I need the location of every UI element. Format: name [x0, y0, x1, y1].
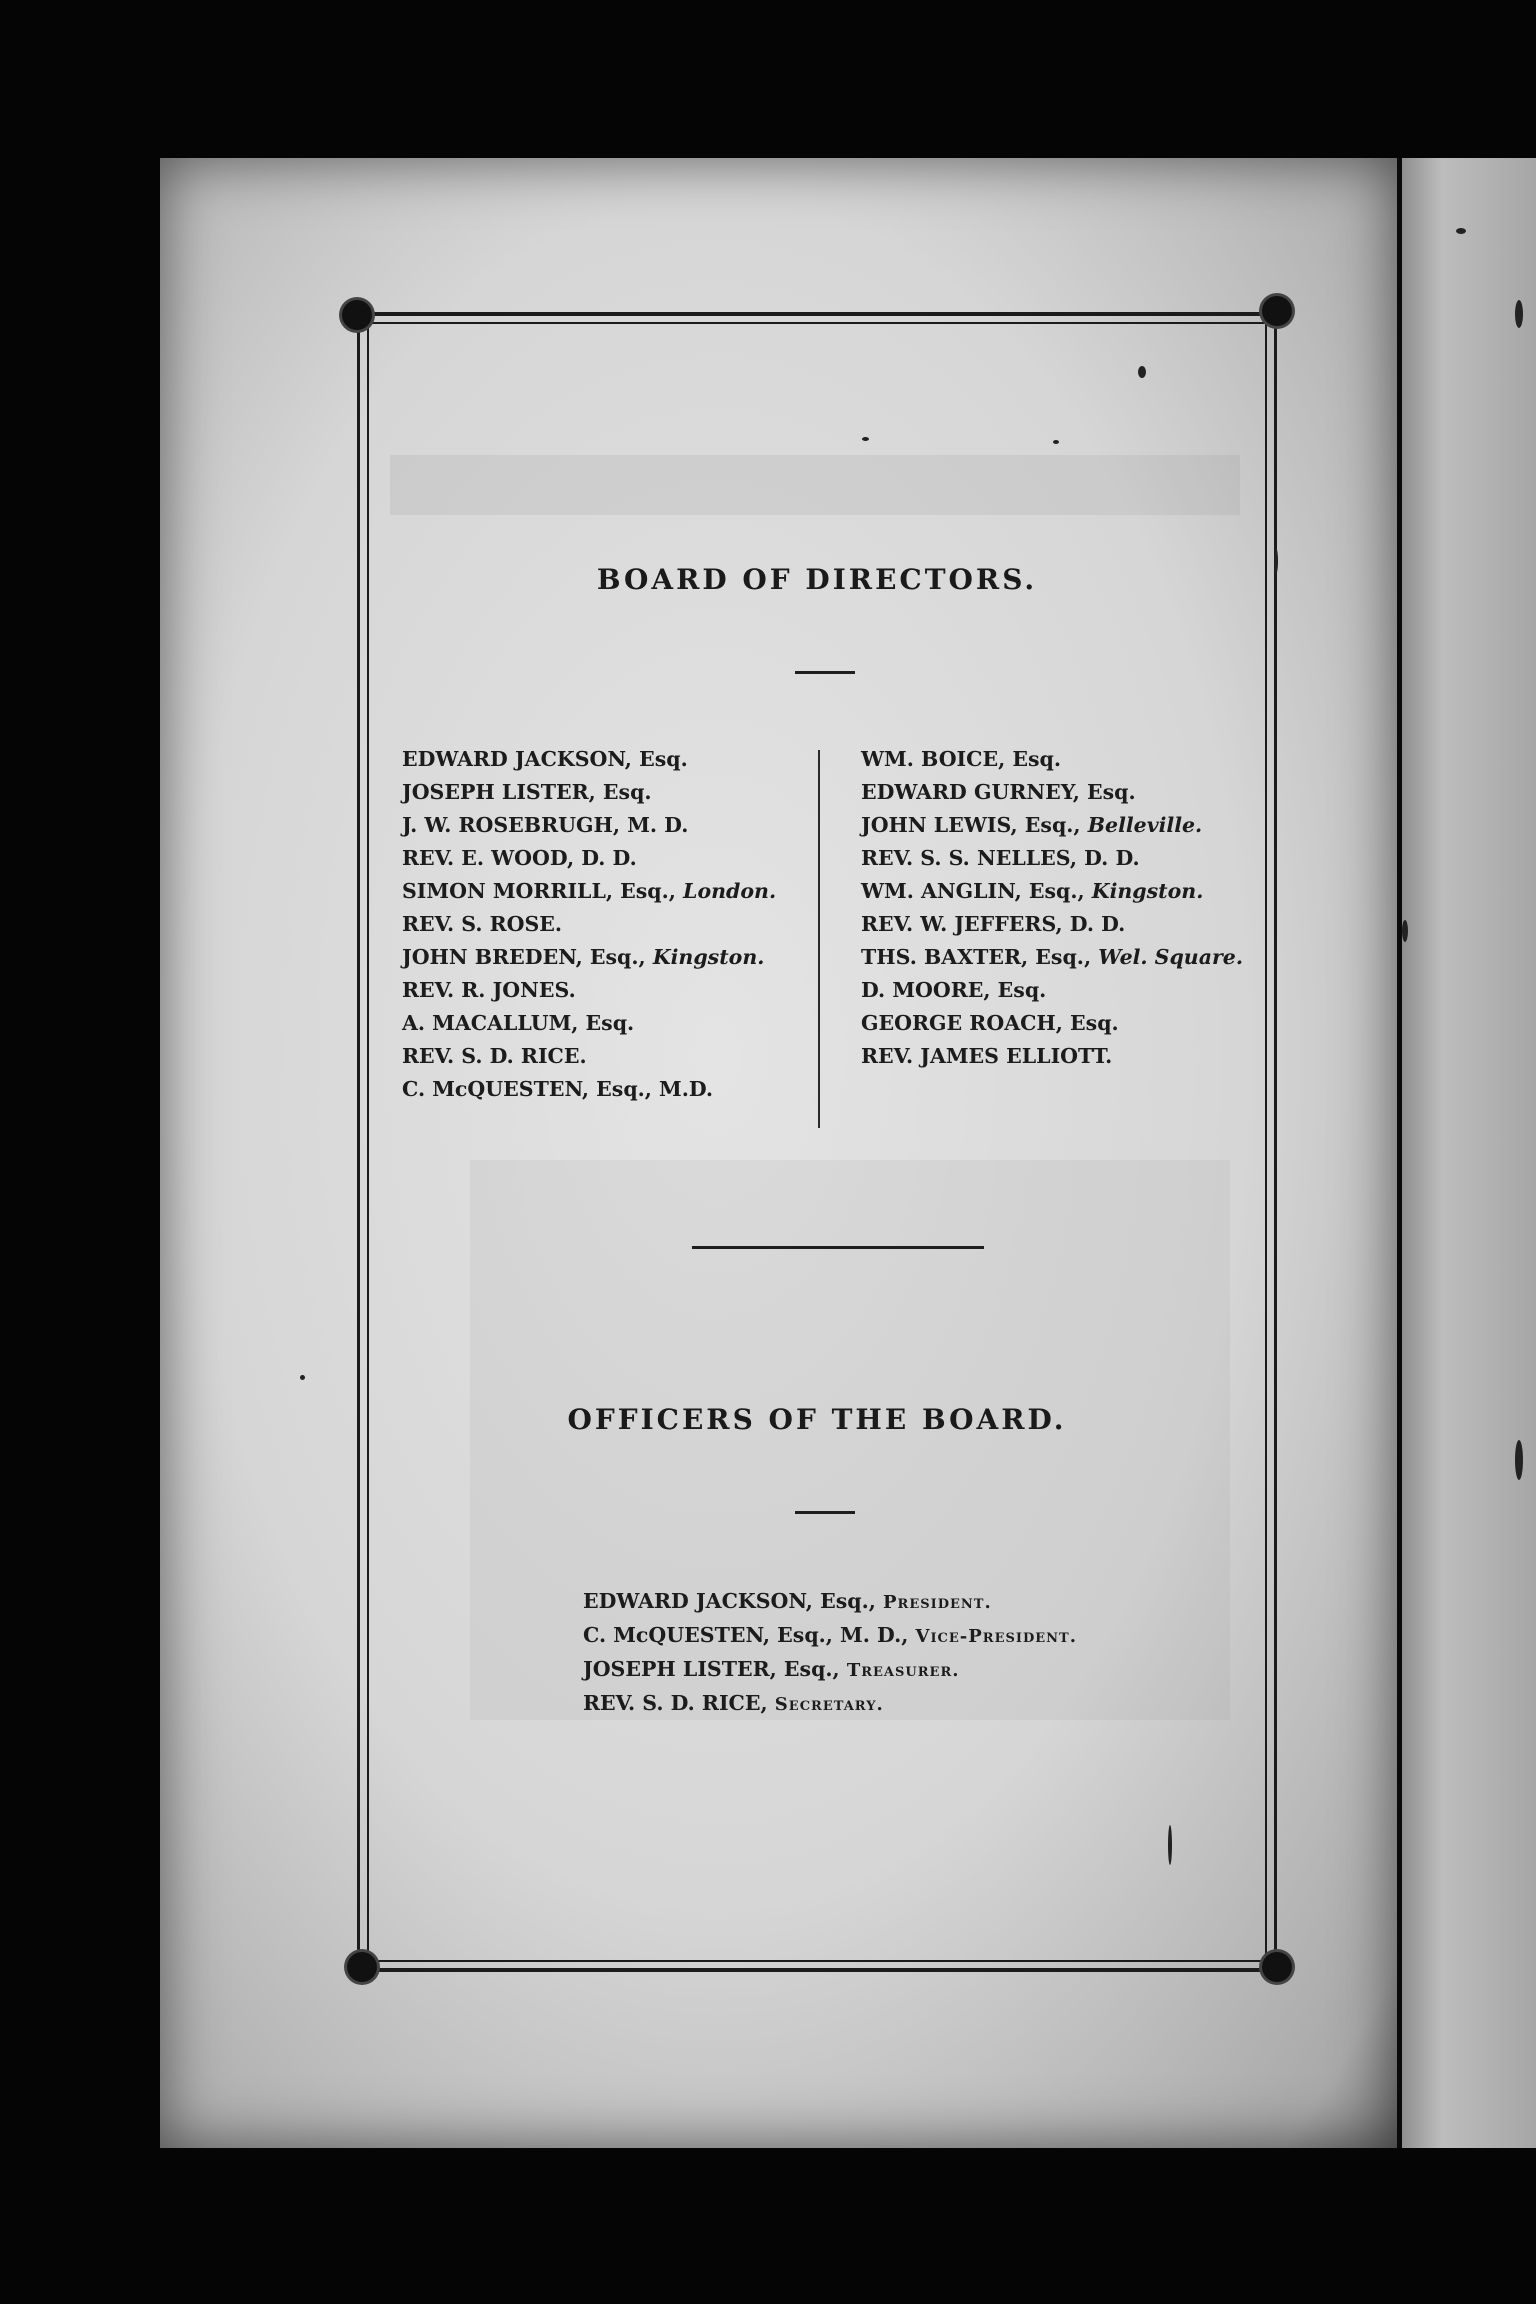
column-divider: [818, 750, 820, 1128]
director-entry: D. MOORE, Esq.: [861, 978, 1047, 1002]
director-entry: REV. JAMES ELLIOTT.: [861, 1044, 1113, 1068]
director-entry: REV. S. D. RICE.: [402, 1044, 587, 1068]
officers-heading: OFFICERS OF THE BOARD.: [567, 1403, 1067, 1436]
scan-speck: [300, 1375, 305, 1380]
officer-entry: EDWARD JACKSON, Esq., President.: [583, 1589, 992, 1613]
director-entry: C. McQUESTEN, Esq., M.D.: [402, 1077, 714, 1101]
scan-speck: [1274, 548, 1278, 574]
scan-speck: [1456, 228, 1466, 234]
scan-speck: [1138, 366, 1146, 378]
director-entry: REV. W. JEFFERS, D. D.: [861, 912, 1126, 936]
director-entry: A. MACALLUM, Esq.: [402, 1011, 635, 1035]
director-entry: THS. BAXTER, Esq., Wel. Square.: [861, 945, 1243, 969]
director-entry: JOHN LEWIS, Esq., Belleville.: [861, 813, 1203, 837]
director-entry: REV. R. JONES.: [402, 978, 576, 1002]
director-entry: SIMON MORRILL, Esq., London.: [402, 879, 777, 903]
border-rule: [357, 312, 360, 1972]
director-entry: WM. ANGLIN, Esq., Kingston.: [861, 879, 1204, 903]
border-rule: [357, 312, 1277, 316]
director-entry: JOSEPH LISTER, Esq.: [402, 780, 652, 804]
corner-ornament: [347, 1952, 377, 1982]
directors-heading: BOARD OF DIRECTORS.: [596, 563, 1038, 596]
director-entry: REV. E. WOOD, D. D.: [402, 846, 637, 870]
scan-speck: [1402, 920, 1408, 942]
officers-list: [583, 1585, 1077, 1721]
director-entry: EDWARD GURNEY, Esq.: [861, 780, 1136, 804]
officer-entry: C. McQUESTEN, Esq., M. D., Vice-President.: [583, 1623, 1077, 1647]
scan-speck: [1168, 1825, 1172, 1865]
officer-entry: JOSEPH LISTER, Esq., Treasurer.: [583, 1657, 960, 1681]
director-entry: GEORGE ROACH, Esq.: [861, 1011, 1119, 1035]
corner-ornament: [342, 300, 372, 330]
border-rule: [357, 1968, 1277, 1972]
director-entry: EDWARD JACKSON, Esq.: [402, 747, 688, 771]
scan-speck: [1515, 300, 1523, 328]
border-rule: [357, 1960, 1277, 1962]
director-entry: REV. S. ROSE.: [402, 912, 563, 936]
adjacent-page-edge: [1402, 158, 1536, 2148]
director-entry: J. W. ROSEBRUGH, M. D.: [402, 813, 689, 837]
heading-rule: [795, 1511, 855, 1514]
heading-rule: [795, 671, 855, 674]
section-divider-rule: [692, 1246, 984, 1249]
officer-entry: REV. S. D. RICE, Secretary.: [583, 1691, 884, 1715]
corner-ornament: [1262, 1952, 1292, 1982]
corner-ornament: [1262, 296, 1292, 326]
directors-left-column: [402, 743, 776, 1106]
directors-right-column: [861, 743, 1243, 1073]
director-entry: WM. BOICE, Esq.: [861, 747, 1061, 771]
scan-speck: [862, 437, 869, 441]
scan-speck: [1053, 440, 1059, 444]
page-border-frame: [357, 312, 1277, 1972]
scan-speck: [1515, 1440, 1523, 1480]
director-entry: JOHN BREDEN, Esq., Kingston.: [402, 945, 765, 969]
border-rule: [357, 322, 1277, 324]
director-entry: REV. S. S. NELLES, D. D.: [861, 846, 1140, 870]
